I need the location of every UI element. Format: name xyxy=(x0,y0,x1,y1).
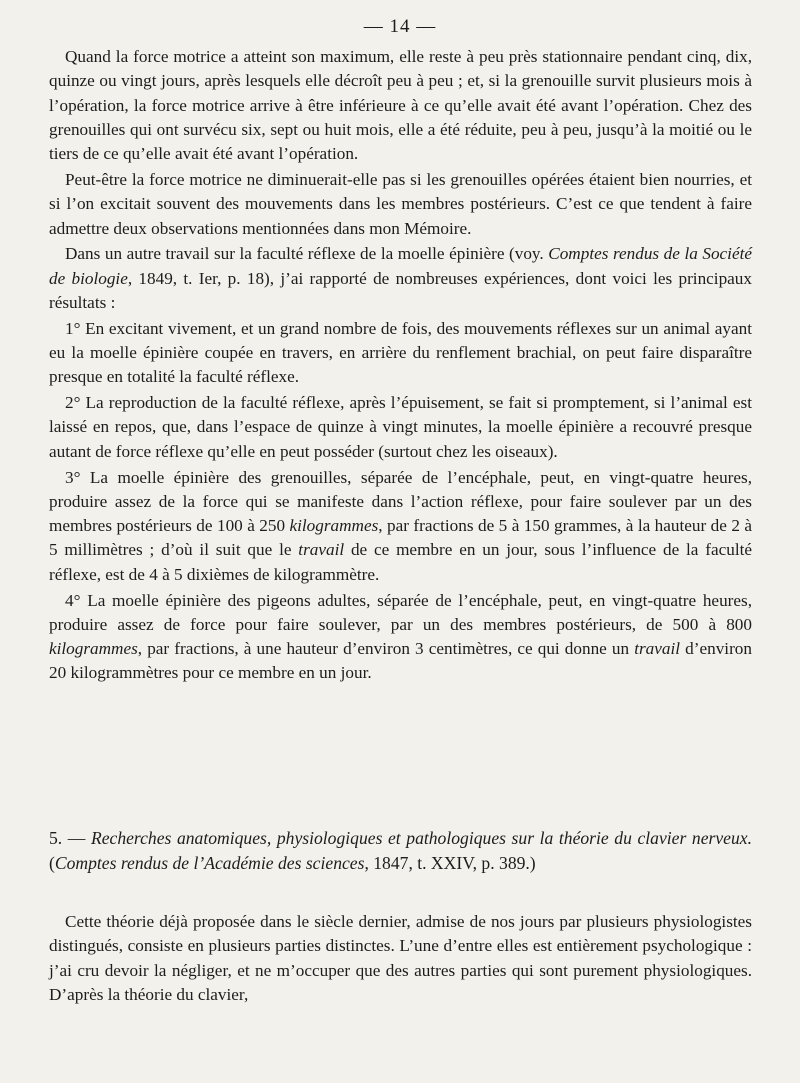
item-4-italic-2: travail xyxy=(634,639,681,659)
item-4-text: 4° La moelle épinière des pigeons adultes, séparée de l’encéphale, peut, en vingt-quatre heures, produire assez de force pour faire soulever, par un des membres postérieurs, de 500 à 800 xyxy=(49,590,752,634)
paragraph-1: Quand la force motrice a atteint son maximum, elle reste à peu près stationnaire pendant cinq, dix, quinze ou vingt jours, après lesquels elle décroît peu à peu ; et, si la grenouille survit plusieurs mois à l’opération, la force motrice arrive à être inférieure à ce qu’elle avait été avant l’opération. Chez des grenouilles qui ont survécu six, sept ou huit mois, elle a été réduite, peu à peu, jusqu’à la moitié ou le tiers de ce qu’elle avait été avant l’opération. xyxy=(49,47,752,164)
paragraph-3-text-end: , 1849, t. Ier, p. 18), j’ai rapporté de nombreuses expériences, dont voici les principaux résultats : xyxy=(49,268,752,312)
bibliography-entry xyxy=(49,826,752,875)
item-4-text-3: d’environ 20 kilogrammètres pour ce membre en un jour. xyxy=(49,639,752,683)
paragraph-3-citation: Comptes rendus de la Société de biologie xyxy=(49,244,752,288)
entry-source-open: ( xyxy=(49,852,55,873)
result-item-4 xyxy=(49,589,752,686)
entry-title: Recherches anatomiques, physiologiques et pathologiques sur la théorie du clavier nerveux. xyxy=(90,828,752,848)
result-item-2: 2° La reproduction de la faculté réflexe, après l’épuisement, se fait si promptement, si l’animal est laissé en repos, que, dans l’espace de quinze à vingt minutes, la moelle épinière a recouvré presque autant de force réflexe qu’elle en peut posséder (surtout chez les oiseaux). xyxy=(49,393,752,461)
entry-source-details: , 1847, t. XXIV, p. 389.) xyxy=(364,852,536,873)
main-text xyxy=(49,45,752,687)
paragraph-3-text: Dans un autre travail sur la faculté réflexe de la moelle épinière (voy. xyxy=(65,244,549,264)
paragraph-3 xyxy=(49,242,752,315)
item-3-italic-2: travail xyxy=(298,540,345,560)
item-3-text: 3° La moelle épinière des grenouilles, séparée de l’encéphale, peut, en vingt-quatre heures, produire assez de la force qui se manifeste dans l’action réflexe, pour faire soulever par un des membres postérieurs de 100 à 250 xyxy=(49,467,752,536)
item-4-text-2: , par fractions, à une hauteur d’environ 3 centimètres, ce qui donne un xyxy=(137,639,635,659)
result-item-1: 1° En excitant vivement, et un grand nombre de fois, des mouvements réflexes sur un animal ayant eu la moelle épinière coupée en travers, en arrière du renflement brachial, on peut faire disparaître presque en totalité la faculté réflexe. xyxy=(49,318,752,387)
paragraph-2: Peut-être la force motrice ne diminuerait-elle pas si les grenouilles opérées étaient bien nourries, et si l’on excitait souvent des mouvements dans les membres postérieurs. C’est ce que tendent à faire admettre deux observations mentionnées dans mon Mémoire. xyxy=(49,169,752,238)
closing-paragraph: Cette théorie déjà proposée dans le siècle dernier, admise de nos jours par plusieurs physiologistes distingués, consiste en plusieurs parties distinctes. L’une d’entre elles est entièrement psychologique : j’ai cru devoir la négliger, et ne m’occuper que des autres parties qui sont purement physiologiques. D’après la théorie du clavier, xyxy=(49,912,752,1004)
item-3-text-2: , par fractions de 5 à 150 grammes, à la hauteur de 2 à 5 millimètres ; d’où il suit que le xyxy=(49,516,752,560)
entry-source: Comptes rendus de l’Académie des sciences xyxy=(54,852,365,873)
result-item-3 xyxy=(49,466,752,587)
item-3-italic-1: kilogrammes xyxy=(289,516,379,536)
entry-number: 5. — xyxy=(49,828,91,848)
item-3-text-3: de ce membre en un jour, sous l’influence de la faculté réflexe, est de 4 à 5 dixièmes de kilogrammètre. xyxy=(49,540,752,584)
page-number: — 14 — xyxy=(363,16,437,37)
item-4-italic-1: kilogrammes xyxy=(49,639,138,659)
